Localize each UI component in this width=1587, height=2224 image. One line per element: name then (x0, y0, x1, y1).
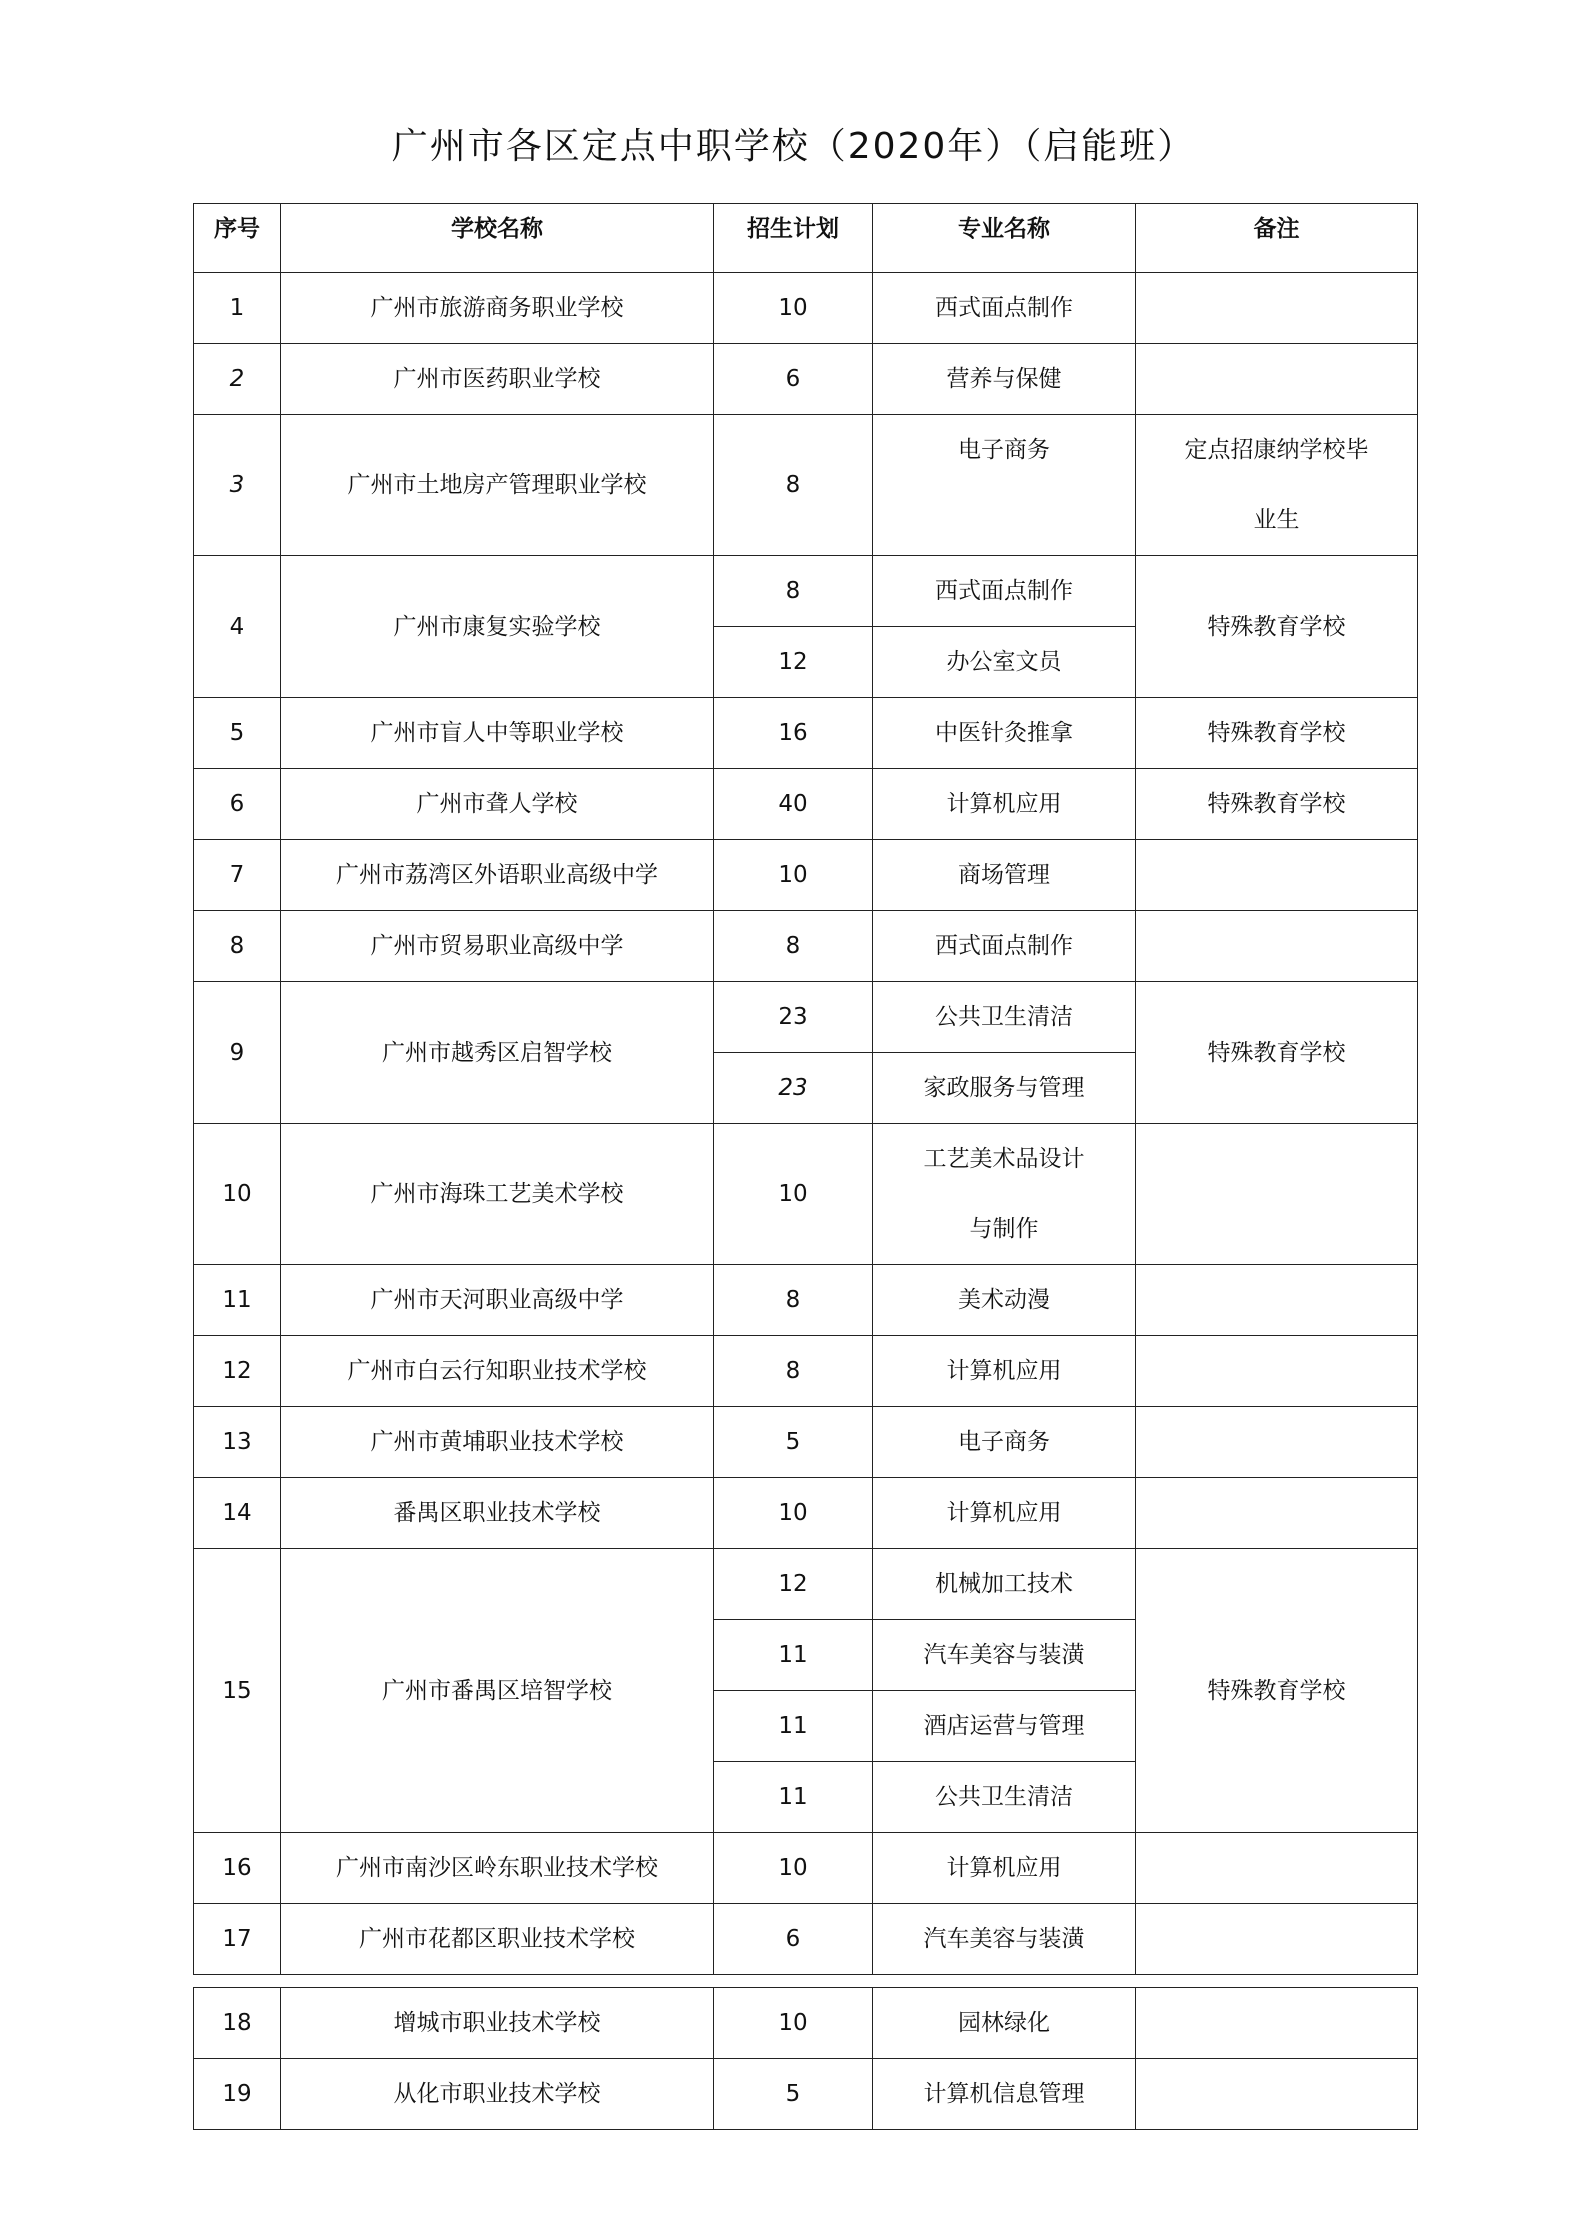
row-major: 计算机应用 (873, 769, 1136, 840)
row-major: 公共卫生清洁 (873, 982, 1136, 1053)
row-plan: 10 (714, 1833, 873, 1904)
row-seq: 13 (194, 1407, 281, 1478)
row-note: 特殊教育学校 (1136, 556, 1418, 698)
table-row (194, 1549, 1418, 1620)
row-school: 广州市医药职业学校 (281, 344, 714, 415)
header-seq: 序号 (194, 204, 281, 273)
row-school: 广州市黄埔职业技术学校 (281, 1407, 714, 1478)
row-plan: 11 (714, 1691, 873, 1762)
row-plan: 16 (714, 698, 873, 769)
row-school: 广州市番禺区培智学校 (281, 1549, 714, 1833)
row-plan: 40 (714, 769, 873, 840)
row-note (1136, 840, 1418, 911)
row-school: 广州市天河职业高级中学 (281, 1265, 714, 1336)
row-major: 汽车美容与装潢 (873, 1620, 1136, 1691)
row-major: 计算机信息管理 (873, 2059, 1136, 2130)
page-title: 广州市各区定点中职学校（2020年）（启能班） (391, 126, 1196, 167)
row-major: 家政服务与管理 (873, 1053, 1136, 1124)
table-row (194, 1407, 1418, 1478)
row-seq: 17 (194, 1904, 281, 1975)
row-school: 广州市南沙区岭东职业技术学校 (281, 1833, 714, 1904)
table-row (194, 1478, 1418, 1549)
row-school: 广州市贸易职业高级中学 (281, 911, 714, 982)
header-school: 学校名称 (281, 204, 714, 273)
row-plan: 5 (714, 1407, 873, 1478)
row-seq: 8 (194, 911, 281, 982)
row-major: 商场管理 (873, 840, 1136, 911)
row-major: 电子商务 (873, 415, 1136, 556)
row-seq: 14 (194, 1478, 281, 1549)
row-plan: 10 (714, 273, 873, 344)
row-note (1136, 911, 1418, 982)
table-header-row (194, 204, 1418, 273)
table-row (194, 769, 1418, 840)
row-major: 办公室文员 (873, 627, 1136, 698)
row-school: 番禺区职业技术学校 (281, 1478, 714, 1549)
row-plan: 10 (714, 840, 873, 911)
row-major: 机械加工技术 (873, 1549, 1136, 1620)
row-school: 广州市花都区职业技术学校 (281, 1904, 714, 1975)
header-note: 备注 (1136, 204, 1418, 273)
row-school: 广州市越秀区启智学校 (281, 982, 714, 1124)
row-plan: 10 (714, 1124, 873, 1265)
row-note (1136, 1988, 1418, 2059)
header-plan: 招生计划 (714, 204, 873, 273)
row-plan: 8 (714, 556, 873, 627)
table-row (194, 1336, 1418, 1407)
row-major: 美术动漫 (873, 1265, 1136, 1336)
row-seq: 7 (194, 840, 281, 911)
row-plan: 6 (714, 344, 873, 415)
row-major: 西式面点制作 (873, 273, 1136, 344)
table-row (194, 2059, 1418, 2130)
table-row (194, 556, 1418, 627)
row-note (1136, 1336, 1418, 1407)
row-note (1136, 1265, 1418, 1336)
row-seq: 15 (194, 1549, 281, 1833)
row-school: 广州市盲人中等职业学校 (281, 698, 714, 769)
row-seq: 4 (194, 556, 281, 698)
row-plan: 10 (714, 1988, 873, 2059)
table-row (194, 698, 1418, 769)
row-plan: 23 (714, 1053, 873, 1124)
row-note: 特殊教育学校 (1136, 769, 1418, 840)
row-major: 计算机应用 (873, 1336, 1136, 1407)
row-major: 西式面点制作 (873, 556, 1136, 627)
row-plan: 12 (714, 1549, 873, 1620)
row-plan: 8 (714, 1265, 873, 1336)
row-plan: 5 (714, 2059, 873, 2130)
row-plan: 8 (714, 415, 873, 556)
table-row (194, 1124, 1418, 1265)
row-plan: 8 (714, 911, 873, 982)
row-major: 计算机应用 (873, 1478, 1136, 1549)
row-school: 广州市土地房产管理职业学校 (281, 415, 714, 556)
row-note (1136, 1407, 1418, 1478)
row-school: 从化市职业技术学校 (281, 2059, 714, 2130)
row-major: 中医针灸推拿 (873, 698, 1136, 769)
table-row (194, 1904, 1418, 1975)
table-row (194, 1988, 1418, 2059)
table-row (194, 344, 1418, 415)
row-seq: 1 (194, 273, 281, 344)
table-row (194, 415, 1418, 556)
row-seq: 2 (194, 344, 281, 415)
row-plan: 11 (714, 1620, 873, 1691)
table-row (194, 273, 1418, 344)
row-note (1136, 1124, 1418, 1265)
row-seq: 19 (194, 2059, 281, 2130)
row-major: 电子商务 (873, 1407, 1136, 1478)
table-row (194, 1265, 1418, 1336)
row-note: 特殊教育学校 (1136, 1549, 1418, 1833)
schools-table-continued (193, 1987, 1418, 2130)
row-note (1136, 1904, 1418, 1975)
row-plan: 10 (714, 1478, 873, 1549)
row-school: 广州市海珠工艺美术学校 (281, 1124, 714, 1265)
row-seq: 5 (194, 698, 281, 769)
header-major: 专业名称 (873, 204, 1136, 273)
row-seq: 9 (194, 982, 281, 1124)
row-school: 增城市职业技术学校 (281, 1988, 714, 2059)
row-major: 计算机应用 (873, 1833, 1136, 1904)
row-note: 定点招康纳学校毕业生 (1136, 415, 1418, 556)
row-plan: 11 (714, 1762, 873, 1833)
row-seq: 10 (194, 1124, 281, 1265)
row-seq: 12 (194, 1336, 281, 1407)
row-school: 广州市荔湾区外语职业高级中学 (281, 840, 714, 911)
row-plan: 12 (714, 627, 873, 698)
row-seq: 3 (194, 415, 281, 556)
row-note (1136, 344, 1418, 415)
row-seq: 18 (194, 1988, 281, 2059)
row-plan: 6 (714, 1904, 873, 1975)
row-note: 特殊教育学校 (1136, 698, 1418, 769)
row-plan: 8 (714, 1336, 873, 1407)
row-major: 工艺美术品设计与制作 (873, 1124, 1136, 1265)
row-school: 广州市白云行知职业技术学校 (281, 1336, 714, 1407)
table-row (194, 911, 1418, 982)
table-row (194, 840, 1418, 911)
row-plan: 23 (714, 982, 873, 1053)
row-note (1136, 1478, 1418, 1549)
row-major: 营养与保健 (873, 344, 1136, 415)
row-school: 广州市旅游商务职业学校 (281, 273, 714, 344)
schools-table (193, 203, 1418, 1975)
row-seq: 16 (194, 1833, 281, 1904)
row-major: 西式面点制作 (873, 911, 1136, 982)
row-school: 广州市聋人学校 (281, 769, 714, 840)
row-note (1136, 273, 1418, 344)
row-note (1136, 2059, 1418, 2130)
row-note: 特殊教育学校 (1136, 982, 1418, 1124)
row-major: 公共卫生清洁 (873, 1762, 1136, 1833)
table-row (194, 1833, 1418, 1904)
row-major: 园林绿化 (873, 1988, 1136, 2059)
table-row (194, 982, 1418, 1053)
row-major: 酒店运营与管理 (873, 1691, 1136, 1762)
row-major: 汽车美容与装潢 (873, 1904, 1136, 1975)
row-note (1136, 1833, 1418, 1904)
row-seq: 11 (194, 1265, 281, 1336)
row-seq: 6 (194, 769, 281, 840)
row-school: 广州市康复实验学校 (281, 556, 714, 698)
